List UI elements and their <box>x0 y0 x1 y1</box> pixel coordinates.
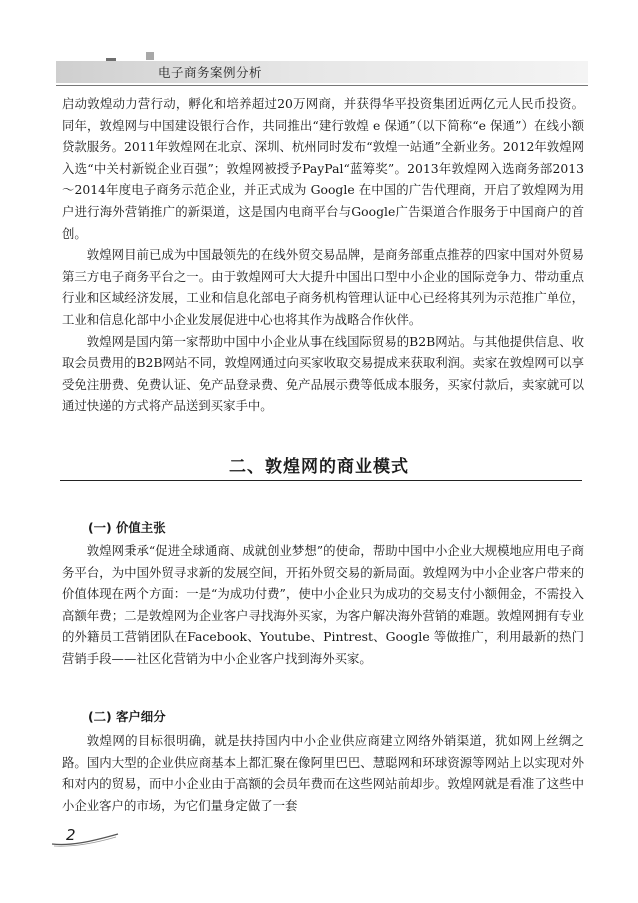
subsection-heading-value-proposition: (一) 价值主张 <box>88 520 166 535</box>
paragraph: 敦煌网是国内第一家帮助中国中小企业从事在线国际贸易的B2B网站。与其他提供信息、收取会员费用的B2B网站不同，敦煌网通过向买家收取交易提成来获取利润。卖家在敦煌网可以享受免注册费、免费认证、免产品登录费、免产品展示费等低成本服务，买家付款后，卖家就可以通过快递的方式将产品送到买家手中。 <box>62 333 584 414</box>
page-number: 2 <box>66 826 76 844</box>
header-rule <box>56 85 588 86</box>
header-band <box>56 61 588 83</box>
page-number-swoosh <box>50 832 120 848</box>
paragraph: 敦煌网秉承“促进全球通商、成就创业梦想”的使命，帮助中国中小企业大规模地应用电子商务平台，为中国外贸寻求新的发展空间，开拓外贸交易的新局面。敦煌网为中小企业客户带来的价值体现在两个方面：一是“为成功付费”，使中小企业只为成功的交易支付小额佣金，不需投入高额年费；二是敦煌网为企业客户寻找海外买家，为客户解决海外营销的难题。敦煌网拥有专业的外籍员工营销团队在Facebook、Youtube、Pintrest、Google 等做推广，利用最新的热门营销手段——社区化营销为中小企业客户找到海外买家。 <box>62 543 584 666</box>
body-text-block <box>62 730 584 816</box>
paragraph: 敦煌网目前已成为中国最领先的在线外贸交易品牌，是商务部重点推荐的四家中国对外贸易第三方电子商务平台之一。由于敦煌网可大大提升中国出口型中小企业的国际竞争力、带动重点行业和区域经济发展，工业和信息化部电子商务机构管理认证中心已经将其列为示范推广单位，工业和信息化部中小企业发展促进中心也将其作为战略合作伙伴。 <box>62 247 584 327</box>
section-title: 二、敦煌网的商业模式 <box>229 457 409 477</box>
paragraph: 启动敦煌动力营行动，孵化和培养超过20万网商，并获得华平投资集团近两亿元人民币投资。同年，敦煌网与中国建设银行合作，共同推出“建行敦煌 e 保通”（以下简称“e 保通”）在线小额贷款服务。2011年敦煌网在北京、深圳、杭州同时发布“敦煌一站通”全新业务。2012年敦煌网入选“中关村新锐企业百强”；敦煌网被授予PayPal“蓝筹奖”。2013年敦煌网入选商务部2013～2014年度电子商务示范企业，并正式成为 Google 在中国的广告代理商，开启了敦煌网为用户进行海外营销推广的新渠道，这是国内电商平台与Google广告渠道合作服务于中国商户的首创。 <box>62 96 584 241</box>
body-text-block <box>62 93 584 417</box>
running-header-title: 电子商务案例分析 <box>158 65 263 80</box>
section-rule <box>60 480 582 481</box>
body-text-block <box>62 540 584 670</box>
paragraph: 敦煌网的目标很明确，就是扶持国内中小企业供应商建立网络外销渠道，犹如网上丝绸之路。国内大型的企业供应商基本上都汇聚在像阿里巴巴、慧聪网和环球资源等网站上以实现对外和对内的贸易，而中小企业由于高额的会员年费而在这些网站前却步。敦煌网就是看准了这些中小企业客户的市场，为它们量身定做了一套 <box>62 733 584 813</box>
subsection-heading-customer-segments: (二) 客户细分 <box>88 709 166 724</box>
